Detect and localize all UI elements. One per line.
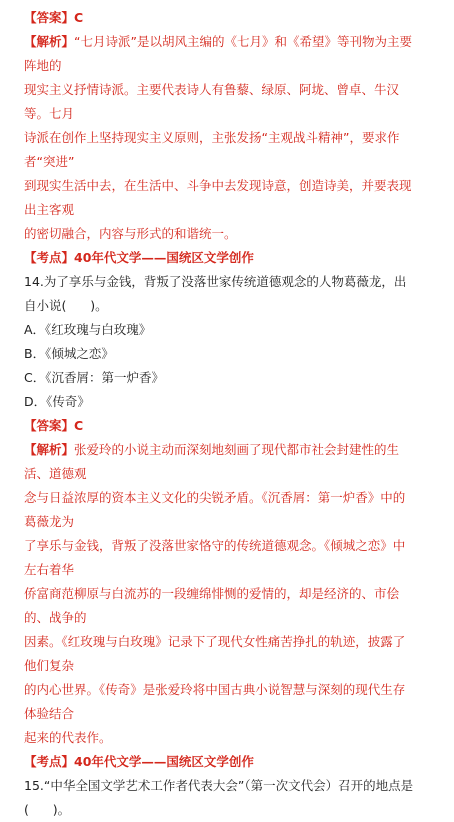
question-14-option-a: A．《红玫瑰与白玫瑰》 xyxy=(24,322,152,337)
question-14-option-b: B．《倾城之恋》 xyxy=(24,346,114,361)
analysis-line-14-4: 侨富商范柳原与白流苏的一段缠绵悱恻的爱情的，却是经济的、市侩的、战争的 xyxy=(24,586,400,625)
question-14-option-d: D．《传奇》 xyxy=(24,394,90,409)
analysis-line-13-1 xyxy=(24,30,414,78)
analysis-text: 张爱玲的小说主动而深刻地刻画了现代都市社会封建性的生活、道德观 xyxy=(24,442,400,481)
answer-value: C xyxy=(74,10,84,25)
topic-value: 40年代文学——国统区文学创作 xyxy=(74,754,254,769)
topic-value: 40年代文学——国统区文学创作 xyxy=(74,250,254,265)
analysis-label: 【解析】 xyxy=(24,34,75,49)
answer-value: C xyxy=(74,418,84,433)
topic-line-13 xyxy=(24,246,414,270)
analysis-line-13-2: 现实主义抒情诗派。主要代表诗人有鲁藜、绿原、阿垅、曾卓、牛汉等。七月 xyxy=(24,82,400,121)
question-14-option-c: C．《沉香屑：第一炉香》 xyxy=(24,370,164,385)
analysis-line-13-5: 的密切融合，内容与形式的和谐统一。 xyxy=(24,226,237,241)
answer-label: 【答案】 xyxy=(24,418,75,433)
analysis-line-14-3: 了享乐与金钱，背叛了没落世家恪守的传统道德观念。《倾城之恋》中左右着华 xyxy=(24,538,406,577)
question-14-stem: 14.为了享乐与金钱，背叛了没落世家传统道德观念的人物葛薇龙，出自小说( )。 xyxy=(24,274,407,313)
topic-line-14 xyxy=(24,750,414,774)
analysis-line-13-3: 诗派在创作上坚持现实主义原则，主张发扬“主观战斗精神”，要求作者“突进” xyxy=(24,130,400,169)
analysis-line-13-4: 到现实生活中去，在生活中、斗争中去发现诗意，创造诗美，并要表现出主客观 xyxy=(24,178,412,217)
question-15-stem: 15.“中华全国文学艺术工作者代表大会”（第一次文代会）召开的地点是( )。 xyxy=(24,778,414,817)
analysis-line-14-7: 起来的代表作。 xyxy=(24,730,112,745)
analysis-line-14-5: 因素。《红玫瑰与白玫瑰》记录下了现代女性痛苦挣扎的轨迹，披露了他们复杂 xyxy=(24,634,406,673)
answer-line-13 xyxy=(24,6,414,30)
answer-label: 【答案】 xyxy=(24,10,75,25)
topic-label: 【考点】 xyxy=(24,754,75,769)
analysis-line-14-6: 的内心世界。《传奇》是张爱玲将中国古典小说智慧与深刻的现代生存体验结合 xyxy=(24,682,406,721)
analysis-line-14-2: 念与日益浓厚的资本主义文化的尖锐矛盾。《沉香屑：第一炉香》中的葛薇龙为 xyxy=(24,490,406,529)
topic-label: 【考点】 xyxy=(24,250,75,265)
analysis-text: “七月诗派”是以胡风主编的《七月》和《希望》等刊物为主要阵地的 xyxy=(24,34,412,73)
analysis-line-14-1 xyxy=(24,438,414,486)
answer-line-14 xyxy=(24,414,414,438)
analysis-label: 【解析】 xyxy=(24,442,75,457)
